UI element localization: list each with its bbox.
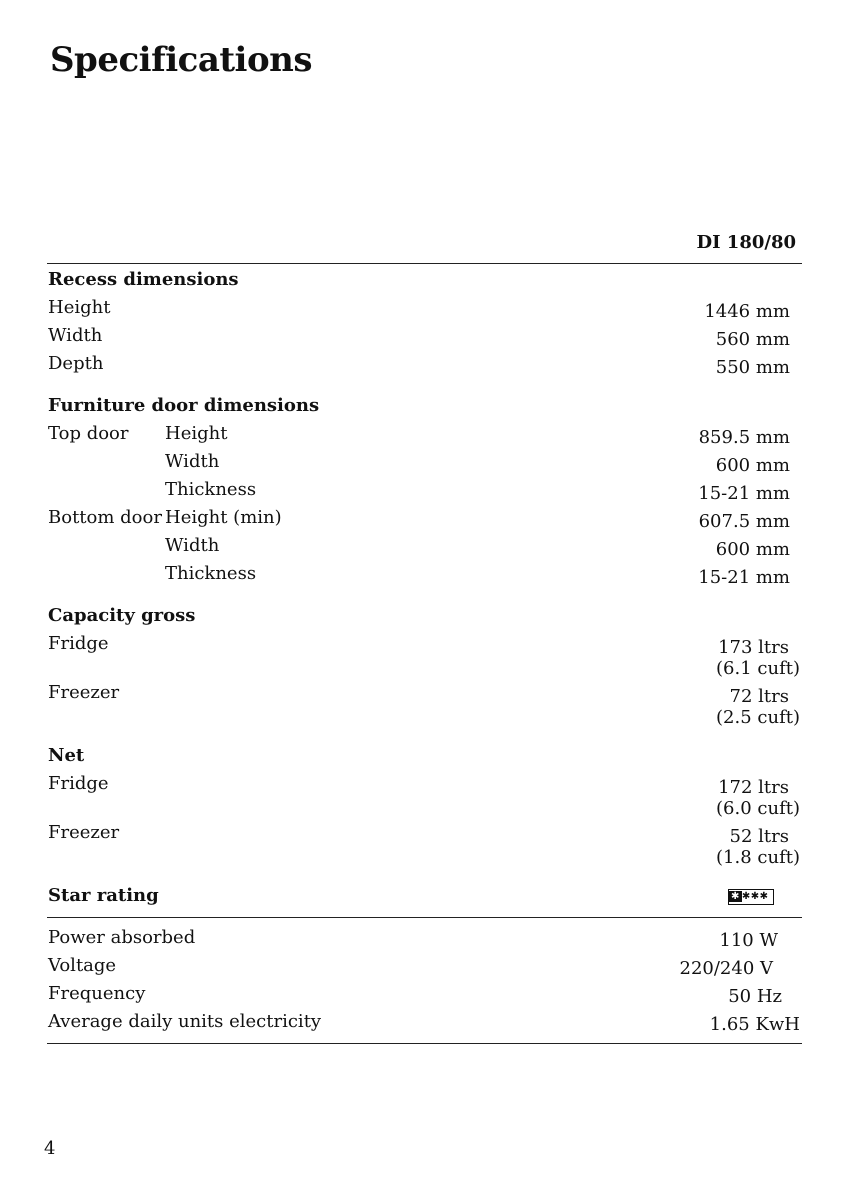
furniture-heading: Furniture door dimensions	[48, 395, 320, 416]
net-freezer-row	[48, 822, 800, 870]
spec-value: 560 mm	[715, 329, 790, 350]
gross-fridge-row	[48, 633, 800, 681]
spec-label: Height	[165, 423, 228, 444]
spec-value: 220/240 V	[679, 958, 773, 979]
top-door-height-row	[48, 423, 800, 449]
spec-label: Depth	[48, 353, 104, 374]
spec-value: 600 mm	[715, 539, 790, 560]
spec-value-alt: (6.0 cuft)	[716, 798, 800, 819]
recess-width-row	[48, 325, 800, 351]
spec-value: 1.65 KwH	[709, 1014, 800, 1035]
divider-middle	[47, 917, 802, 918]
spec-value: 607.5 mm	[698, 511, 790, 532]
spec-label: Height	[48, 297, 111, 318]
furniture-heading-row	[48, 395, 800, 421]
spec-value: 172 ltrs	[718, 777, 789, 798]
recess-heading: Recess dimensions	[48, 269, 239, 290]
spec-value-alt: (1.8 cuft)	[716, 847, 800, 868]
four-star-freezer-rating-icon	[728, 889, 774, 905]
spec-label: Fridge	[48, 633, 109, 654]
spec-value: 550 mm	[715, 357, 790, 378]
door-label: Top door	[48, 423, 129, 444]
frequency-row	[48, 983, 800, 1009]
voltage-row	[48, 955, 800, 981]
bottom-door-thickness-row	[48, 563, 800, 589]
recess-depth-row	[48, 353, 800, 379]
capacity-gross-heading-row	[48, 605, 800, 631]
top-door-thickness-row	[48, 479, 800, 505]
capacity-gross-heading: Capacity gross	[48, 605, 196, 626]
spec-label: Voltage	[48, 955, 117, 976]
spec-label: Freezer	[48, 682, 120, 703]
top-door-width-row	[48, 451, 800, 477]
spec-label: Width	[48, 325, 103, 346]
net-heading: Net	[48, 745, 85, 766]
spec-label: Thickness	[165, 563, 257, 584]
star-rating-row	[48, 885, 800, 911]
spec-label: Width	[165, 451, 220, 472]
spec-label: Thickness	[165, 479, 257, 500]
spec-value: 110 W	[719, 930, 778, 951]
spec-value: 15-21 mm	[698, 483, 790, 504]
spec-label: Frequency	[48, 983, 146, 1004]
spec-value: 72 ltrs	[729, 686, 789, 707]
power-row	[48, 927, 800, 953]
spec-value: 173 ltrs	[718, 637, 789, 658]
star-rating-heading: Star rating	[48, 885, 159, 906]
spec-value: 50 Hz	[728, 986, 782, 1007]
spec-label: Power absorbed	[48, 927, 196, 948]
spec-value: 52 ltrs	[729, 826, 789, 847]
star-badge-rest: ✱✱✱	[741, 891, 769, 902]
spec-label: Average daily units electricity	[48, 1011, 322, 1032]
units-row	[48, 1011, 800, 1037]
spec-label: Fridge	[48, 773, 109, 794]
recess-heading-row	[48, 269, 800, 295]
bottom-door-width-row	[48, 535, 800, 561]
model-number: DI 180/80	[696, 232, 796, 253]
spec-value: 859.5 mm	[698, 427, 790, 448]
star-badge-first: ✱	[731, 891, 740, 902]
divider-bottom	[47, 1043, 802, 1044]
gross-freezer-row	[48, 682, 800, 730]
recess-height-row	[48, 297, 800, 323]
spec-value-alt: (2.5 cuft)	[716, 707, 800, 728]
spec-label: Width	[165, 535, 220, 556]
spec-value: 15-21 mm	[698, 567, 790, 588]
spec-value: 600 mm	[715, 455, 790, 476]
spec-label: Height (min)	[165, 507, 282, 528]
spec-value: 1446 mm	[704, 301, 790, 322]
page-number: 4	[44, 1138, 56, 1159]
door-label: Bottom door	[48, 507, 162, 528]
net-heading-row	[48, 745, 800, 771]
bottom-door-height-row	[48, 507, 800, 533]
spec-value-alt: (6.1 cuft)	[716, 658, 800, 679]
page-title: Specifications	[50, 40, 313, 80]
divider-top	[47, 263, 802, 264]
spec-label: Freezer	[48, 822, 120, 843]
net-fridge-row	[48, 773, 800, 821]
